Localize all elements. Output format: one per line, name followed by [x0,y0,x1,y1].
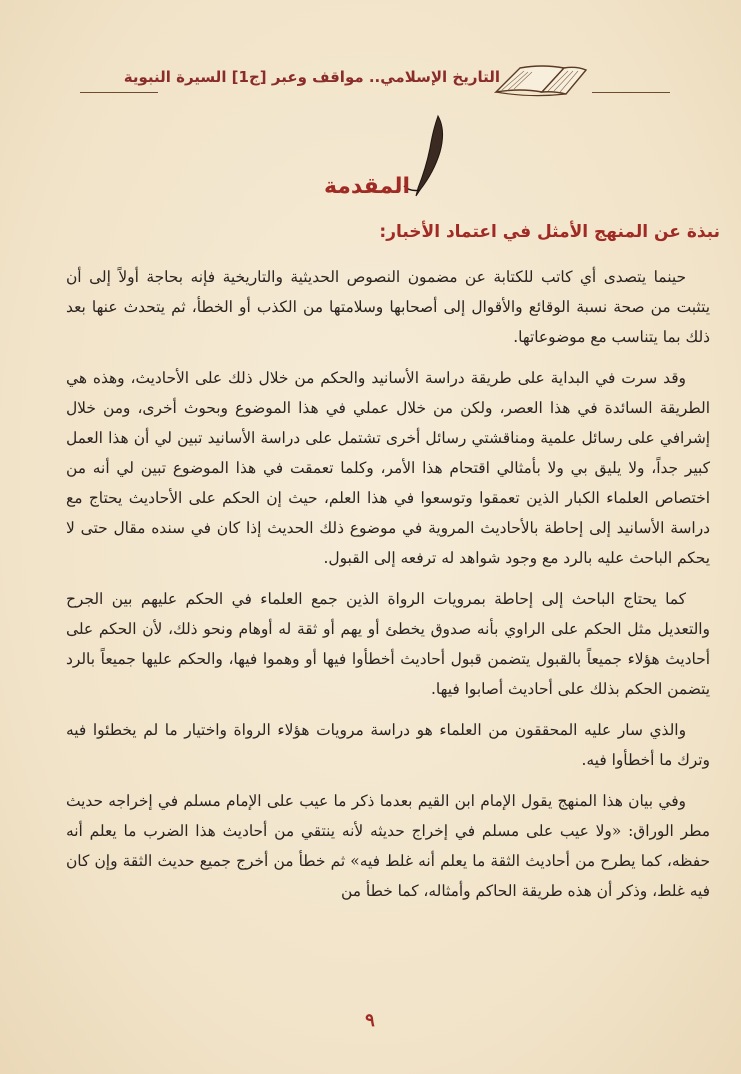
header-rule-left [80,92,158,93]
header-rule-right [592,92,670,93]
running-header-title: التاريخ الإسلامي.. مواقف وعبر [ج1] السيرة النبوية [123,68,500,86]
paragraph: وفي بيان هذا المنهج يقول الإمام ابن القيم بعدما ذكر ما عيب على الإمام مسلم في إخراجه حديث مطر الوراق: «ولا عيب على مسلم في إخراج حديثه لأنه ينتقي من أحاديث هذا الضرب ما يعلم أنه حفظه، كما يطرح من أحاديث الثقة ما يعلم أنه غلط فيه» ثم خطأ من أخرج جميع حديث الثقة وإن كان فيه غلط، وذكر أن هذه طريقة الحاكم وأمثاله، كما خطأ من [66,792,710,900]
open-book-icon [490,58,590,100]
paragraph: كما يحتاج الباحث إلى إحاطة بمرويات الرواة الذين جمع العلماء في الحكم عليهم بين الجرح والتعديل مثل الحكم على الراوي بأنه صدوق يخطئ أو يهم أو ثقة له أوهام ونحو ذلك، لأن الحكم على أحاديث هؤلاء جميعاً بالقبول يتضمن قبول أحاديث أخطأوا فيها أو وهموا فيها، والحكم عليها جميعاً بالرد يتضمن الحكم بذلك على أحاديث أصابوا فيها. [66,590,710,698]
body-text [66,262,710,992]
section-subheading: نبذة عن المنهج الأمثل في اعتماد الأخبار: [379,222,720,242]
paragraph: حينما يتصدى أي كاتب للكتابة عن مضمون النصوص الحديثية والتاريخية فإنه بحاجة أولاً إلى أن يتثبت من صحة نسبة الوقائع والأقوال إلى أصحابها وسلامتها من الكذب أو الخطأ، ثم يتحدث عنها بعد ذلك بما يتناسب مع موضوعاتها. [66,268,710,346]
paragraph: والذي سار عليه المحققون من العلماء هو دراسة مرويات هؤلاء الرواة واختيار ما لم يخطئوا فيه وترك ما أخطأوا فيه. [66,721,710,769]
paragraph: وقد سرت في البداية على طريقة دراسة الأسانيد والحكم من خلال ذلك على الأحاديث، وهذه هي الطريقة السائدة في هذا العصر، ولكن من خلال عملي في هذا الموضوع وبحوث أخرى، ومن خلال إشرافي على رسائل علمية ومناقشتي رسائل أخرى تشتمل على دراسة الأسانيد تبين لي أن هذا العمل كبير جداً، ولا يليق بي ولا بأمثالي اقتحام هذا الأمر، وكلما تعمقت في هذا الموضوع تبين لي أنه من اختصاص العلماء الكبار الذين تعمقوا وتوسعوا في هذا العلم، حيث إن الحكم على الأحاديث يحتاج مع دراسة الأسانيد إلى إحاطة بالأحاديث المروية في موضوع ذلك الحديث إذا كان في سنده مقال حتى لا يحكم الباحث عليه بالرد مع وجود شواهد له ترفعه إلى القبول. [66,369,710,567]
section-heading: المقدمة [323,174,410,199]
page-number: ٩ [365,1010,375,1031]
